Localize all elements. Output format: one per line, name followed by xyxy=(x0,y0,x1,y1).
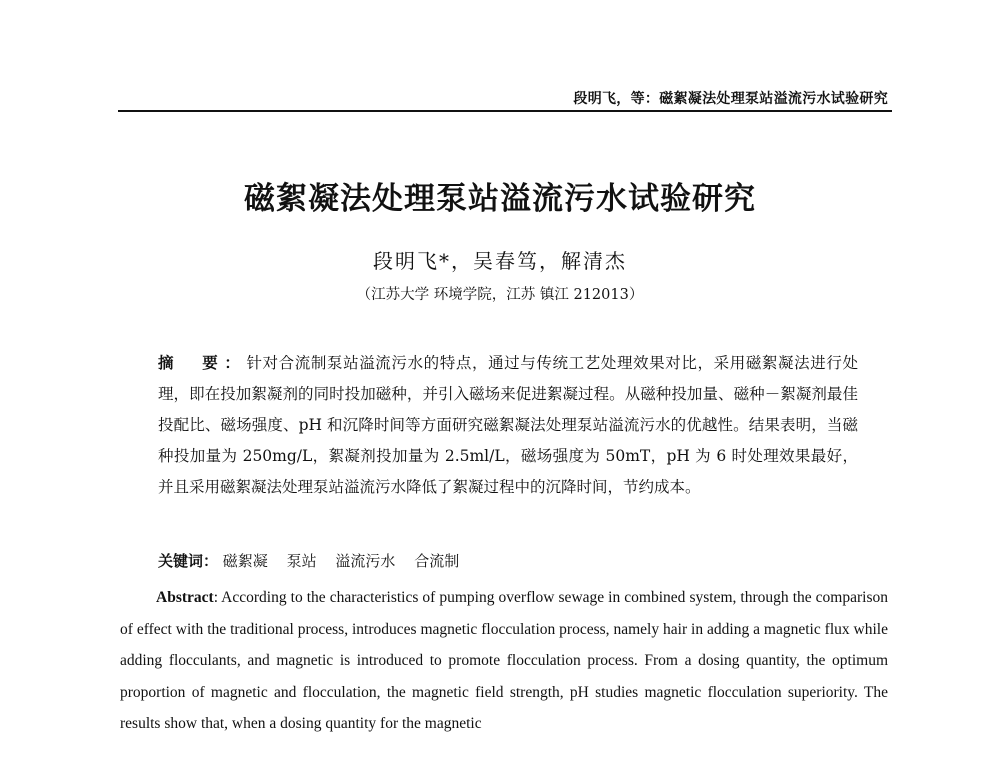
paper-title: 磁絮凝法处理泵站溢流污水试验研究 xyxy=(244,181,756,217)
abstract-cn-text: 针对合流制泵站溢流污水的特点，通过与传统工艺处理效果对比，采用磁絮凝法进行处理，即在投加絮凝剂的同时投加磁种，并引入磁场来促进絮凝过程。从磁种投加量、磁种－絮凝剂最佳投配比、磁场强度、pH 和沉降时间等方面研究磁絮凝法处理泵站溢流污水的优越性。结果表明，当磁种投加量为 250mg/L，絮凝剂投加量为 2.5ml/L，磁场强度为 50mT，pH 为 6 时处理效果最好，并且采用磁絮凝法处理泵站溢流污水降低了絮凝过程中的沉降时间，节约成本。 xyxy=(158,354,858,496)
paper-affiliation: （江苏大学 环境学院，江苏 镇江 212013） xyxy=(356,287,644,303)
header-rule xyxy=(118,110,892,112)
abstract-en-label: Abstract xyxy=(156,589,214,606)
keyword: 磁絮凝 xyxy=(222,552,268,570)
keyword: 泵站 xyxy=(286,552,317,570)
keyword: 合流制 xyxy=(414,552,460,570)
keywords xyxy=(158,550,473,571)
keywords-label: 关键词： xyxy=(158,552,219,570)
running-head: 段明飞，等：磁絮凝法处理泵站溢流污水试验研究 xyxy=(573,91,888,107)
keyword: 溢流污水 xyxy=(335,552,396,570)
abstract-english xyxy=(120,582,888,740)
paper-authors: 段明飞*，吴春笃，解清杰 xyxy=(373,249,627,273)
abstract-chinese xyxy=(158,347,858,503)
abstract-cn-label: 摘 要： xyxy=(158,353,247,372)
abstract-en-text: : According to the characteristics of pumping overflow sewage in combined system, through the comparison of effect with the traditional process, introduces magnetic flocculation process, namely hair in adding a magnetic flux while adding flocculants, and magnetic is introduced to promote flocculation process. From a dosing quantity, the optimum proportion of magnetic and flocculation, the magnetic field strength, pH studies magnetic flocculation superiority. The results show that, when a dosing quantity for the magnetic xyxy=(120,589,888,732)
